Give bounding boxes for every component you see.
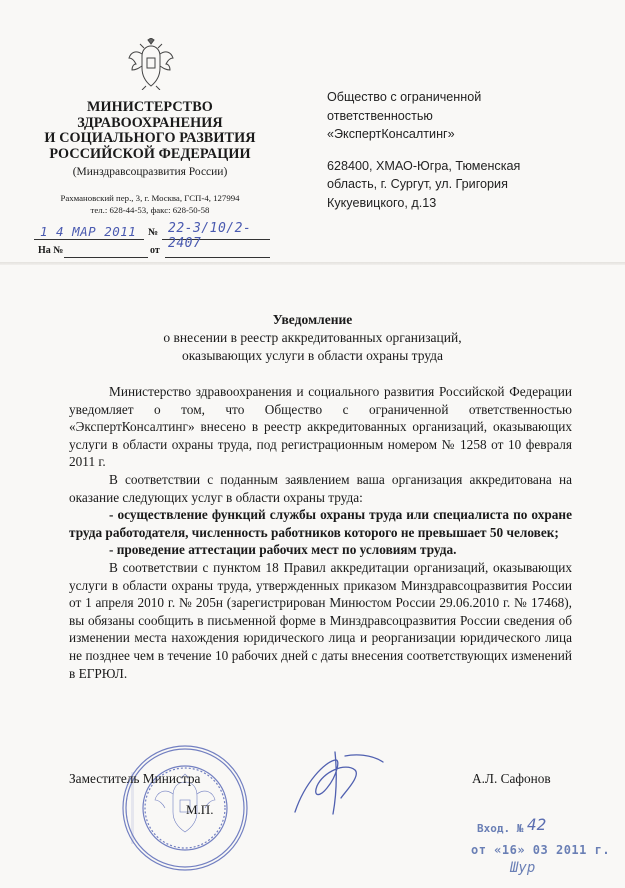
reference-number-label: На № <box>38 245 64 256</box>
address-line: Рахмановский пер., 3, г. Москва, ГСП-4, 127994 <box>60 193 240 203</box>
registration-number-stamp: 22-3/10/2-2407 <box>168 221 252 251</box>
signatory-position: Заместитель Министра <box>69 771 201 786</box>
phone-line: тел.: 628-44-53, факс: 628-50-58 <box>90 204 210 215</box>
service-item: - осуществление функций службы охраны труда или специалиста по охране труда работодателя, численность работников которого не превышает 50 человек; <box>69 507 572 540</box>
reference-line <box>30 245 270 259</box>
reference-from-label: от <box>150 245 160 256</box>
date-stamp: 1 4 МАР 2011 <box>40 224 137 239</box>
ministry-name <box>40 100 260 162</box>
document-body <box>69 383 572 682</box>
ministry-line: РОССИЙСКОЙ ФЕДЕРАЦИИ <box>49 145 251 162</box>
incoming-stamp-initials: Шур <box>510 860 536 876</box>
official-seal <box>119 742 251 874</box>
recipient-address <box>327 157 572 213</box>
ministry-short-name: (Минздравсоцразвития России) <box>72 166 228 178</box>
recipient-block <box>327 88 572 212</box>
body-paragraph: В соответствии с поданным заявлением ваша организация аккредитована на оказание следующих услуг в области охраны труда: <box>69 471 572 505</box>
ministry-line: И СОЦИАЛЬНОГО РАЗВИТИЯ <box>44 130 256 146</box>
document-title: Уведомление <box>272 312 353 327</box>
seal-place-label: М.П. <box>186 802 214 817</box>
recipient-org-line: Общество с ограниченной <box>327 90 482 104</box>
recipient-org-line: «ЭкспертКонсалтинг» <box>327 127 455 141</box>
incoming-stamp-date: от «16» 03 2011 г. <box>471 843 611 857</box>
ministry-line: ЗДРАВООХРАНЕНИЯ <box>77 114 223 131</box>
ministry-line: МИНИСТЕРСТВО <box>87 99 213 115</box>
body-paragraph: Министерство здравоохранения и социального развития Российской Федерации уведомляет о том, что Общество с ограниченной ответственностью «ЭкспертКонсалтинг» внесено в реестр аккредитованных организаций, оказывающих услуги в области охраны труда, под регистрационным номером № 1258 от 10 февраля 2011 г. <box>69 384 572 470</box>
document-subtitle-line: о внесении в реестр аккредитованных организаций, <box>163 330 462 345</box>
recipient-address-line: 628400, ХМАО-Югра, Тюменская <box>327 158 521 173</box>
page-fold-divider <box>0 262 625 265</box>
incoming-stamp-label: Вход. № <box>477 822 524 835</box>
ministry-address <box>40 193 260 216</box>
document-subtitle-line: оказывающих услуги в области охраны труда <box>181 348 444 363</box>
body-paragraph: В соответствии с пунктом 18 Правил аккредитации организаций, оказывающих услуги в области охраны труда, утвержденных приказом Минздравсоцразвития России от 1 апреля 2010 г. № 205н (зарегистрирован Минюстом России 29.06.2010 г. № 17468), вы обязаны сообщить в письменной форме в Минздравсоцразвития России сведения об изменении места нахождения юридического лица и реорганизации юридического лица не позднее чем в течение 10 рабочих дней с даты внесения соответствующих изменений в ЕГРЮЛ. <box>69 559 572 681</box>
recipient-address-line: Кукуевицкого, д.13 <box>327 195 437 210</box>
signatory-name: А.Л. Сафонов <box>472 771 551 786</box>
service-item: - проведение аттестации рабочих мест по условиям труда. <box>109 542 457 558</box>
number-label: № <box>148 227 159 238</box>
recipient-org-line: ответственностью <box>327 108 433 123</box>
recipient-address-line: область, г. Сургут, ул. Григория <box>327 177 508 191</box>
coat-of-arms-icon <box>128 38 174 90</box>
incoming-stamp-number: 42 <box>527 815 547 834</box>
handwritten-signature <box>275 742 395 822</box>
